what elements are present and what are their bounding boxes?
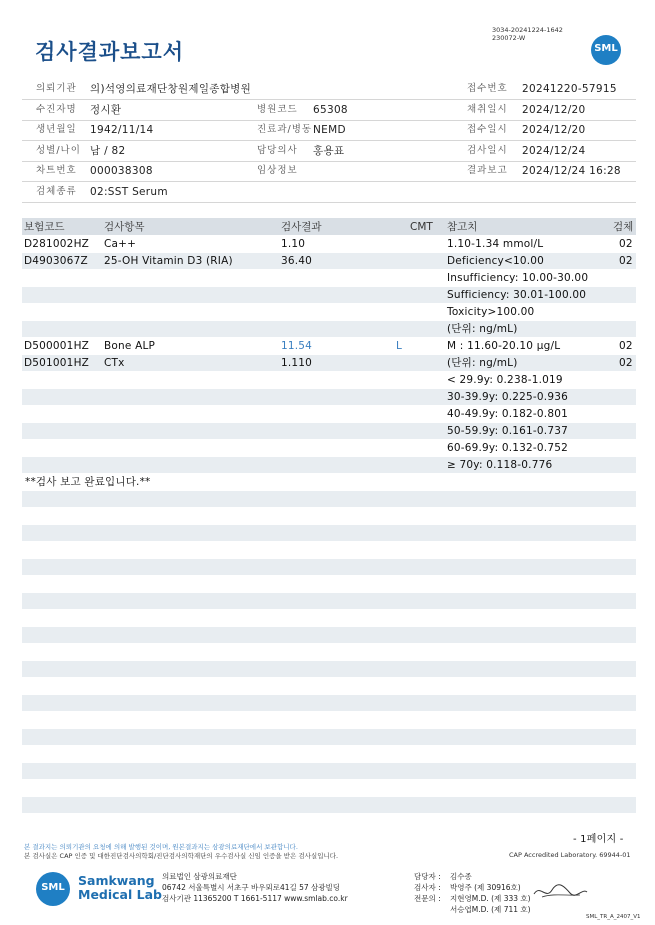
cell-result: 11.54 <box>281 340 313 352</box>
cell-code: D281002HZ <box>24 238 90 250</box>
cell-specimen: 02 <box>619 238 633 250</box>
info-value: 2024/12/24 16:28 <box>522 165 621 177</box>
cell-specimen: 02 <box>619 357 633 369</box>
staff-label: 검사자 : <box>414 883 441 892</box>
company-address <box>162 871 348 904</box>
cell-item: Ca++ <box>104 238 137 250</box>
info-value: 남 / 82 <box>90 144 126 157</box>
cell-reference: Toxicity>100.00 <box>447 306 535 318</box>
row-stripe <box>22 525 636 541</box>
cell-reference: (단위: ng/mL) <box>447 323 518 335</box>
document-code <box>492 26 563 42</box>
notice-line-1: 본 결과지는 의뢰기관의 요청에 의해 발행된 것이며, 원본결과지는 삼광의료재단에서 보관합니다. <box>24 843 298 851</box>
info-value: 65308 <box>313 103 348 116</box>
form-code: SML_TR_A_2407_V1 <box>586 914 641 920</box>
signature-image <box>530 880 590 902</box>
sml-logo <box>591 35 621 65</box>
info-label: 생년월일 <box>36 124 77 135</box>
info-label: 수진자명 <box>36 103 77 115</box>
address-line: 06742 서울특별시 서초구 바우뫼로41길 57 삼광빌딩 <box>162 883 341 892</box>
info-label: 검사일시 <box>467 144 508 156</box>
info-label: 임상정보 <box>257 165 298 176</box>
cell-specimen: 02 <box>619 340 633 352</box>
cell-item: CTx <box>104 357 125 369</box>
row-stripe <box>22 695 636 711</box>
info-value: 홍용표 <box>313 144 345 157</box>
info-value: 02:SST Serum <box>90 185 168 198</box>
cell-reference: Deficiency<10.00 <box>447 255 545 267</box>
footer-sml-logo <box>36 872 70 906</box>
row-stripe <box>22 559 636 575</box>
company-name <box>78 874 162 902</box>
cell-result: 1.110 <box>281 357 313 369</box>
company-name-line-1: Samkwang <box>78 873 155 888</box>
info-label: 검체종류 <box>36 185 77 197</box>
cell-reference: (단위: ng/mL) <box>447 357 518 369</box>
cell-reference: Sufficiency: 30.01-100.00 <box>447 289 587 301</box>
cell-reference: 1.10-1.34 mmol/L <box>447 238 544 250</box>
info-label: 차트번호 <box>36 165 77 176</box>
row-stripe <box>22 729 636 745</box>
info-label: 접수일시 <box>467 124 508 135</box>
header-result: 검사결과 <box>281 221 322 233</box>
header-code: 보험코드 <box>24 221 65 233</box>
info-value: 정시환 <box>90 103 122 116</box>
notice-line-2: 본 검사실은 CAP 인증 및 대한진단검사의학회/진단검사의학재단의 우수검사실 신임 인증을 받은 검사실입니다. <box>24 852 339 860</box>
info-value: 1942/11/14 <box>90 124 154 136</box>
cell-reference: 30-39.9y: 0.225-0.936 <box>447 391 568 403</box>
staff-value: 김수종 <box>450 872 472 881</box>
header-cmt: CMT <box>410 221 433 233</box>
contact-line: 검사기관 11365200 T 1661-5117 www.smlab.co.kr <box>162 894 348 903</box>
cell-code: D500001HZ <box>24 340 90 352</box>
cell-code: D4903067Z <box>24 255 88 267</box>
cell-item: Bone ALP <box>104 340 156 352</box>
page-title: 검사결과보고서 <box>35 40 185 64</box>
row-stripe <box>22 491 636 507</box>
row-stripe <box>22 321 636 337</box>
info-label: 의뢰기관 <box>36 83 77 94</box>
cell-reference: < 29.9y: 0.238-1.019 <box>447 374 563 386</box>
info-label: 담당의사 <box>257 144 298 156</box>
document-code-line-2: 230072-W <box>492 34 526 42</box>
info-value: 000038308 <box>90 165 153 177</box>
staff-label: 전문의 : <box>414 894 441 903</box>
row-stripe <box>22 627 636 643</box>
info-value: NEMD <box>313 124 346 136</box>
staff-value: 서승엽M.D. (제 711 호) <box>450 905 531 914</box>
company-name-line-2: Medical Lab <box>78 887 162 902</box>
staff-value: 박영주 (제 30916호) <box>450 883 521 892</box>
row-stripe <box>22 593 636 609</box>
cell-specimen: 02 <box>619 255 633 267</box>
staff-label: 담당자 : <box>414 872 441 881</box>
cell-result: 36.40 <box>281 255 313 267</box>
row-stripe <box>22 763 636 779</box>
info-label: 성별/나이 <box>36 144 81 156</box>
page-indicator: - 1페이지 - <box>573 834 624 845</box>
footer-sml-logo-text: SML <box>41 882 65 893</box>
staff-value: 지현영M.D. (제 333 호) <box>450 894 531 903</box>
info-label: 채취일시 <box>467 103 508 115</box>
info-label: 진료과/병동 <box>257 124 313 135</box>
completion-note: **검사 보고 완료입니다.** <box>25 476 151 488</box>
info-value: 2024/12/24 <box>522 144 586 157</box>
document-code-line-1: 3034-20241224-1642 <box>492 26 563 34</box>
info-value: 20241220-57915 <box>522 83 617 95</box>
cell-reference: 40-49.9y: 0.182-0.801 <box>447 408 568 420</box>
cell-reference: Insufficiency: 10.00-30.00 <box>447 272 589 284</box>
row-stripe <box>22 797 636 813</box>
cell-item: 25-OH Vitamin D3 (RIA) <box>104 255 233 267</box>
info-label: 병원코드 <box>257 103 298 115</box>
cell-reference: 60-69.9y: 0.132-0.752 <box>447 442 568 454</box>
foundation-line: 의료법인 삼광의료재단 <box>162 872 237 881</box>
info-divider <box>22 202 636 203</box>
header-reference: 참고치 <box>447 221 478 233</box>
row-stripe <box>22 661 636 677</box>
cell-reference: ≥ 70y: 0.118-0.776 <box>447 459 553 471</box>
header-item: 검사항목 <box>104 221 145 233</box>
cell-reference: M : 11.60-20.10 µg/L <box>447 340 561 352</box>
cell-cmt: L <box>396 340 403 352</box>
info-value: 2024/12/20 <box>522 103 586 116</box>
info-label: 접수번호 <box>467 83 508 94</box>
cell-reference: 50-59.9y: 0.161-0.737 <box>447 425 568 437</box>
header-specimen: 검체 <box>613 221 634 233</box>
info-label: 결과보고 <box>467 165 508 176</box>
cap-accreditation: CAP Accredited Laboratory. 69944-01 <box>509 851 631 859</box>
info-value: 의)석영의료재단창원제일종합병원 <box>90 83 252 95</box>
sml-logo-text: SML <box>594 43 618 54</box>
cell-code: D501001HZ <box>24 357 90 369</box>
cell-result: 1.10 <box>281 238 306 250</box>
info-value: 2024/12/20 <box>522 124 586 136</box>
